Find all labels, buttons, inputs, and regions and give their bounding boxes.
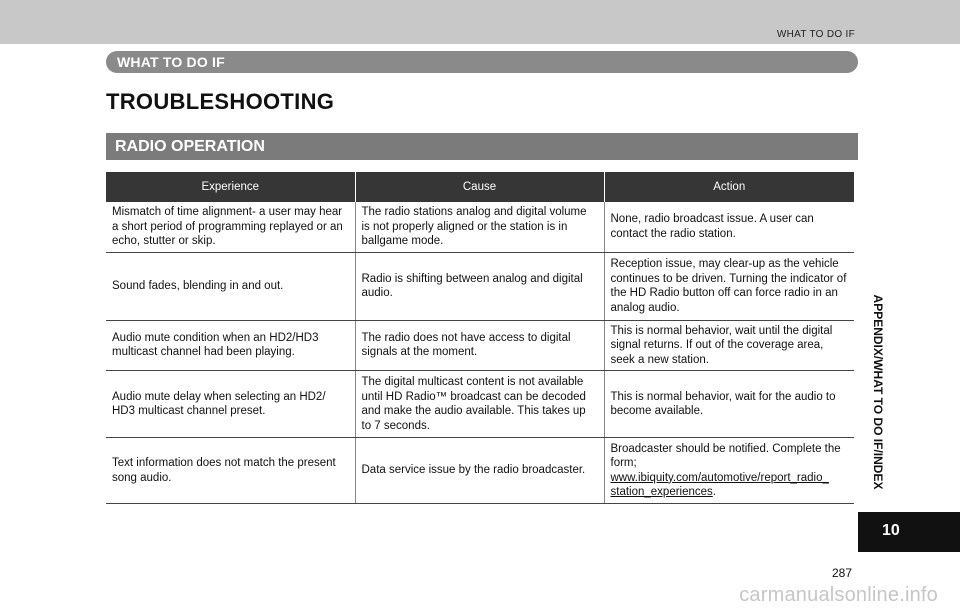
- cause-cell: Radio is shifting between analog and digital audio.: [355, 252, 604, 320]
- action-cell: [604, 438, 854, 504]
- subsection-title: RADIO OPERATION: [115, 138, 265, 155]
- action-suffix: .: [712, 486, 716, 498]
- column-header-action: Action: [604, 172, 854, 202]
- experience-cell: Mismatch of time alignment- a user may hear a short period of programming replayed or an echo, stutter or skip.: [106, 202, 355, 252]
- troubleshooting-table: [106, 172, 854, 504]
- experience-cell: Sound fades, blending in and out.: [106, 252, 355, 320]
- action-cell: None, radio broadcast issue. A user can contact the radio station.: [604, 202, 854, 252]
- experience-cell: Audio mute delay when selecting an HD2/ HD3 multicast channel preset.: [106, 371, 355, 438]
- action-text: Broadcaster should be notified. Complete the form;: [610, 442, 841, 469]
- experience-cell: Text information does not match the present song audio.: [106, 438, 355, 504]
- cause-cell: The radio does not have access to digital signals at the moment.: [355, 320, 604, 371]
- action-cell: This is normal behavior, wait until the digital signal returns. If out of the coverage area, seek a new station.: [604, 320, 854, 371]
- table-row: [106, 320, 854, 371]
- cause-cell: The radio stations analog and digital volume is not properly aligned or the station is in ballgame mode.: [355, 202, 604, 252]
- chapter-tab[interactable]: [858, 512, 960, 552]
- table-row: [106, 252, 854, 320]
- action-cell: This is normal behavior, wait for the audio to become available.: [604, 371, 854, 438]
- column-header-experience: Experience: [106, 172, 355, 202]
- subsection-bar: [106, 133, 858, 160]
- chapter-number: 10: [882, 522, 900, 539]
- table-row: [106, 202, 854, 252]
- side-chapter-label: [867, 282, 889, 502]
- column-header-cause: Cause: [355, 172, 604, 202]
- report-form-link[interactable]: www.ibiquity.com/automotive/report_radio_ station_experiences: [610, 471, 829, 498]
- section-pill-label: WHAT TO DO IF: [117, 54, 225, 70]
- page-title: TROUBLESHOOTING: [106, 89, 335, 114]
- cause-cell: The digital multicast content is not available until HD Radio™ broadcast can be decoded and make the audio available. This takes up to 7 seconds.: [355, 371, 604, 438]
- table-header-row: [106, 172, 854, 202]
- table-row: [106, 371, 854, 438]
- section-pill: [106, 51, 858, 73]
- table-row: [106, 438, 854, 504]
- page-number: 287: [832, 566, 853, 580]
- running-head: WHAT TO DO IF: [776, 29, 855, 40]
- experience-cell: Audio mute condition when an HD2/HD3 multicast channel had been playing.: [106, 320, 355, 371]
- watermark: carmanualsonline.info: [739, 584, 938, 606]
- action-cell: Reception issue, may clear-up as the vehicle continues to be driven. Turning the indicator of the HD Radio button off can force radio in an analog audio.: [604, 252, 854, 320]
- side-chapter-label-text: APPENDIX/WHAT TO DO IF/INDEX: [871, 294, 885, 490]
- cause-cell: Data service issue by the radio broadcaster.: [355, 438, 604, 504]
